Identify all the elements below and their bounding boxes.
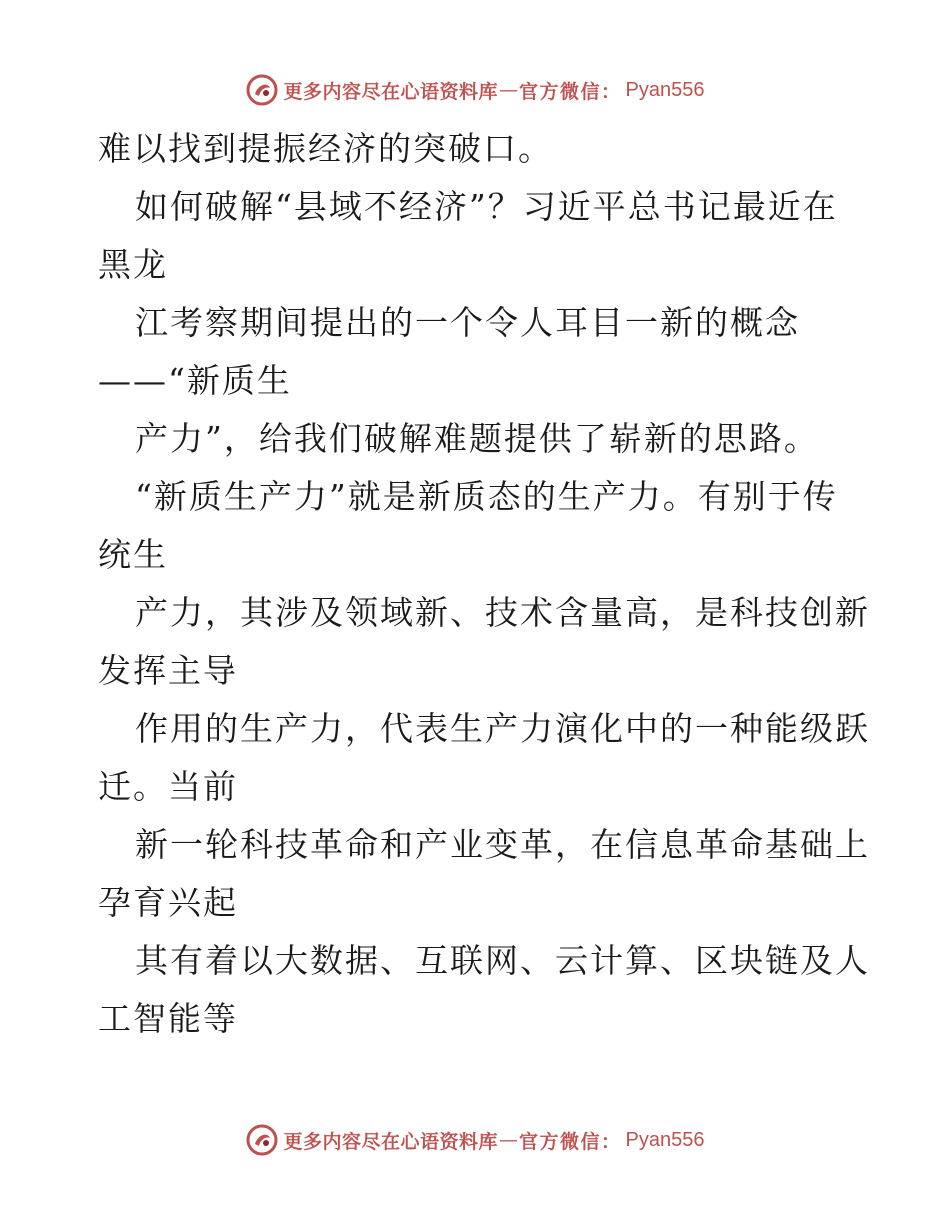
text-line: 产力，其涉及领域新、技术含量高，是科技创新: [135, 593, 870, 632]
text-line: 作用的生产力，代表生产力演化中的一种能级跃: [135, 709, 870, 748]
text-line: 其有着以大数据、互联网、云计算、区块链及人: [135, 941, 870, 980]
text-line: 发挥主导: [98, 651, 238, 690]
text-line: ——“新质生: [98, 361, 292, 400]
text-line: 难以找到提振经济的突破口。: [98, 129, 553, 168]
text-line: 产力”，给我们破解难题提供了崭新的思路。: [135, 419, 819, 458]
text-line: 孕育兴起: [98, 883, 238, 922]
watermark-brand: 更多内容尽在心语资料库: [283, 80, 499, 103]
watermark-wechat-id: Pyan556: [625, 1128, 705, 1151]
brand-logo-icon: [246, 74, 278, 106]
text-line: 统生: [98, 535, 168, 574]
brand-logo-icon: [246, 1124, 278, 1156]
footer-watermark: [0, 1120, 950, 1160]
text-line: 工智能等: [98, 999, 238, 1038]
text-line: “新质生产力”就是新质态的生产力。有别于传: [135, 477, 838, 516]
text-line: 如何破解“县域不经济”？习近平总书记最近在: [135, 187, 838, 226]
watermark-dash: —: [499, 1129, 519, 1151]
text-line: 黑龙: [98, 245, 168, 284]
watermark-wechat-label: 官方微信：: [519, 80, 622, 103]
watermark-wechat-id: Pyan556: [625, 78, 705, 101]
header-watermark: [0, 70, 950, 110]
watermark-brand: 更多内容尽在心语资料库: [283, 1130, 499, 1153]
text-line: 新一轮科技革命和产业变革，在信息革命基础上: [135, 825, 870, 864]
document-body: [98, 120, 870, 1048]
text-line: 迁。当前: [98, 767, 238, 806]
watermark-wechat-label: 官方微信：: [519, 1130, 622, 1153]
watermark-dash: —: [499, 79, 519, 101]
text-line: 江考察期间提出的一个令人耳目一新的概念: [135, 303, 800, 342]
